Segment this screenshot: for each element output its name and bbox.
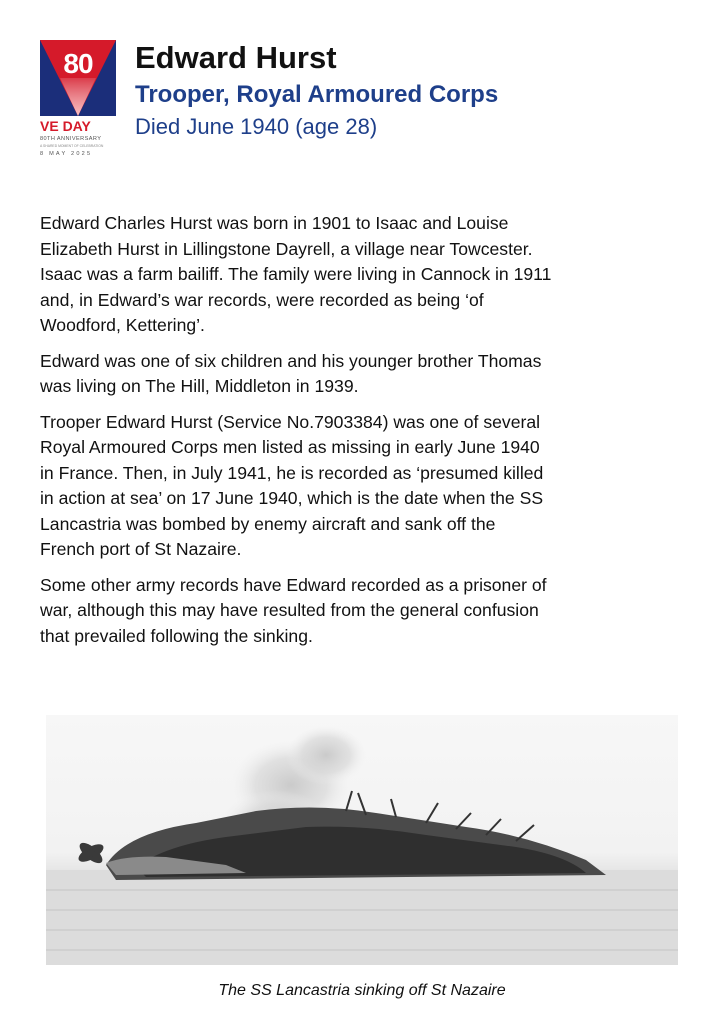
ship-sinking-illustration: [46, 715, 678, 965]
photo-caption: The SS Lancastria sinking off St Nazaire: [218, 982, 506, 999]
ship-sinking-photo: [46, 715, 678, 965]
logo-number: 80: [63, 48, 93, 79]
biography: [40, 211, 686, 659]
biography-paragraph: Some other army records have Edward recorded as a prisoner of war, although this may have resulted from the general confusion that prevailed following the sinking.: [40, 574, 547, 646]
logo-title: VE DAY: [40, 118, 91, 134]
logo-date: 8 MAY 2025: [40, 151, 93, 157]
page-header: [135, 38, 498, 142]
death-info: Died June 1940 (age 28): [135, 114, 378, 139]
person-rank: Trooper, Royal Armoured Corps: [135, 81, 499, 108]
biography-paragraph: Edward was one of six children and his younger brother Thomas was living on The Hill, Middleton in 1939.: [40, 350, 542, 396]
biography-paragraph: Edward Charles Hurst was born in 1901 to Isaac and Louise Elizabeth Hurst in Lillingstone Dayrell, a village near Towcester. Isaac was a farm bailiff. The family were living in Cannock in 1911 and, in Edward’s war records, were recorded as being ‘of Woodford, Kettering’.: [40, 213, 552, 335]
biography-paragraph: Trooper Edward Hurst (Service No.7903384) was one of several Royal Armoured Corps men listed as missing in early June 1940 in France. Then, in July 1941, he is recorded as ‘presumed killed in action at sea’ on 17 June 1940, which is the date when the SS Lancastria was bombed by enemy aircraft and sank off the French port of St Nazaire.: [40, 411, 544, 559]
ve-day-logo: [40, 40, 118, 170]
person-name: Edward Hurst: [135, 40, 337, 75]
logo-anniversary: 80TH ANNIVERSARY: [40, 136, 102, 142]
logo-subtitle: A SHARED MOMENT OF CELEBRATION: [40, 144, 104, 148]
